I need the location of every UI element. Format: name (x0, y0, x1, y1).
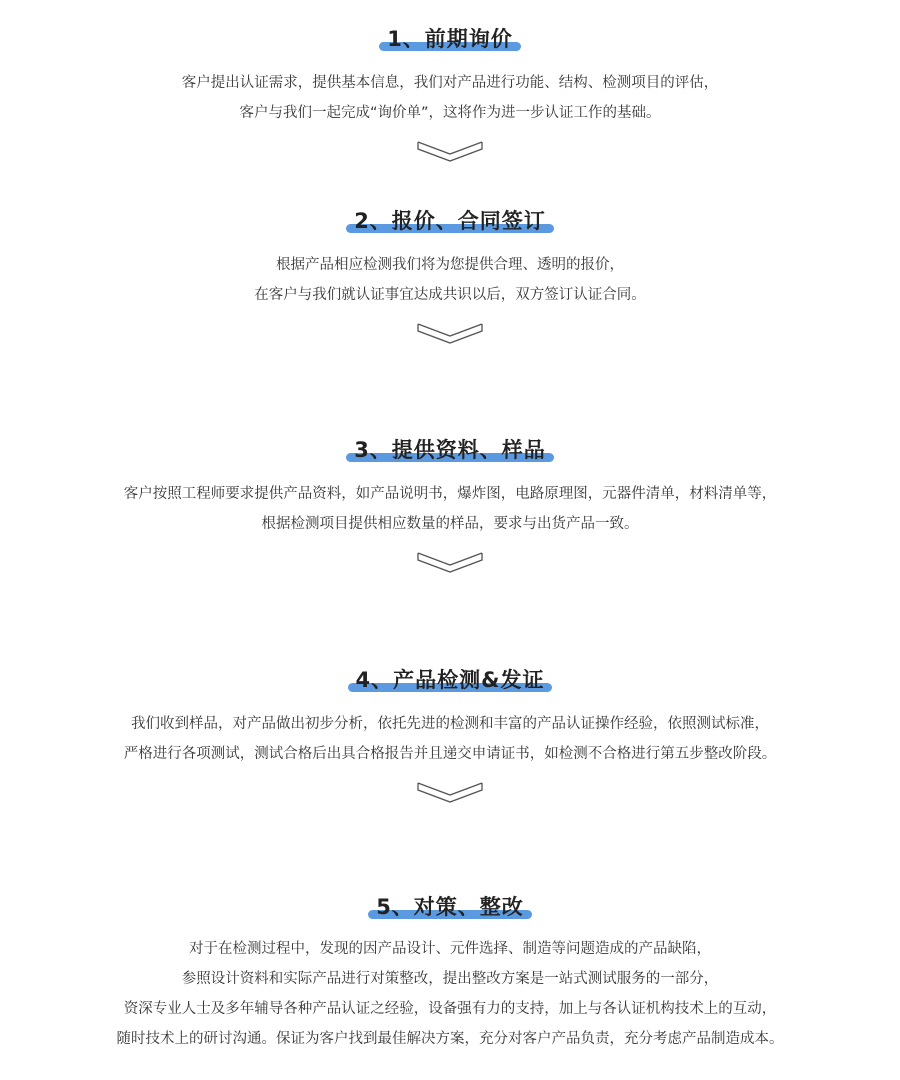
step-3-title: 3、提供资料、样品 (350, 435, 550, 465)
step-5-section (0, 892, 900, 1054)
step-1-description (0, 68, 900, 128)
description-line: 严格进行各项测试，测试合格后出具合格报告并且递交申请证书，如检测不合格进行第五步整改阶段。 (123, 746, 777, 762)
step-2-description (0, 250, 900, 310)
chevron-down-icon (417, 781, 483, 805)
step-4-description (0, 709, 900, 769)
chevron-down-icon (417, 551, 483, 575)
description-line: 客户与我们一起完成“询价单”，这将作为进一步认证工作的基础。 (239, 105, 661, 121)
step-1-title: 1、前期询价 (383, 24, 517, 54)
step-4-title: 4、产品检测&发证 (352, 665, 549, 695)
chevron-down-icon (417, 322, 483, 346)
step-5-description (0, 934, 900, 1054)
description-line: 根据检测项目提供相应数量的样品，要求与出货产品一致。 (261, 516, 639, 532)
description-line: 对于在检测过程中，发现的因产品设计、元件选择、制造等问题造成的产品缺陷， (189, 941, 711, 957)
step-5-title: 5、对策、整改 (372, 892, 528, 922)
description-line: 客户提出认证需求，提供基本信息，我们对产品进行功能、结构、检测项目的评估， (181, 75, 719, 91)
step-2-title: 2、报价、合同签订 (350, 206, 550, 236)
description-line: 我们收到样品，对产品做出初步分析，依托先进的检测和丰富的产品认证操作经验，依照测试标准， (131, 716, 769, 732)
step-4-section (0, 665, 900, 805)
step-3-description (0, 479, 900, 539)
description-line: 客户按照工程师要求提供产品资料，如产品说明书，爆炸图，电路原理图，元器件清单，材料清单等， (123, 486, 777, 502)
description-line: 在客户与我们就认证事宜达成共识以后，双方签订认证合同。 (254, 287, 646, 303)
step-2-section (0, 206, 900, 346)
description-line: 随时技术上的研讨沟通。保证为客户找到最佳解决方案，充分对客户产品负责，充分考虑产品制造成本。 (116, 1031, 784, 1047)
description-line: 参照设计资料和实际产品进行对策整改，提出整改方案是一站式测试服务的一部分， (181, 971, 719, 987)
step-3-section (0, 435, 900, 575)
description-line: 资深专业人士及多年辅导各种产品认证之经验，设备强有力的支持，加上与各认证机构技术上的互动， (123, 1001, 777, 1017)
step-1-section (0, 24, 900, 164)
description-line: 根据产品相应检测我们将为您提供合理、透明的报价， (276, 257, 624, 273)
chevron-down-icon (417, 140, 483, 164)
